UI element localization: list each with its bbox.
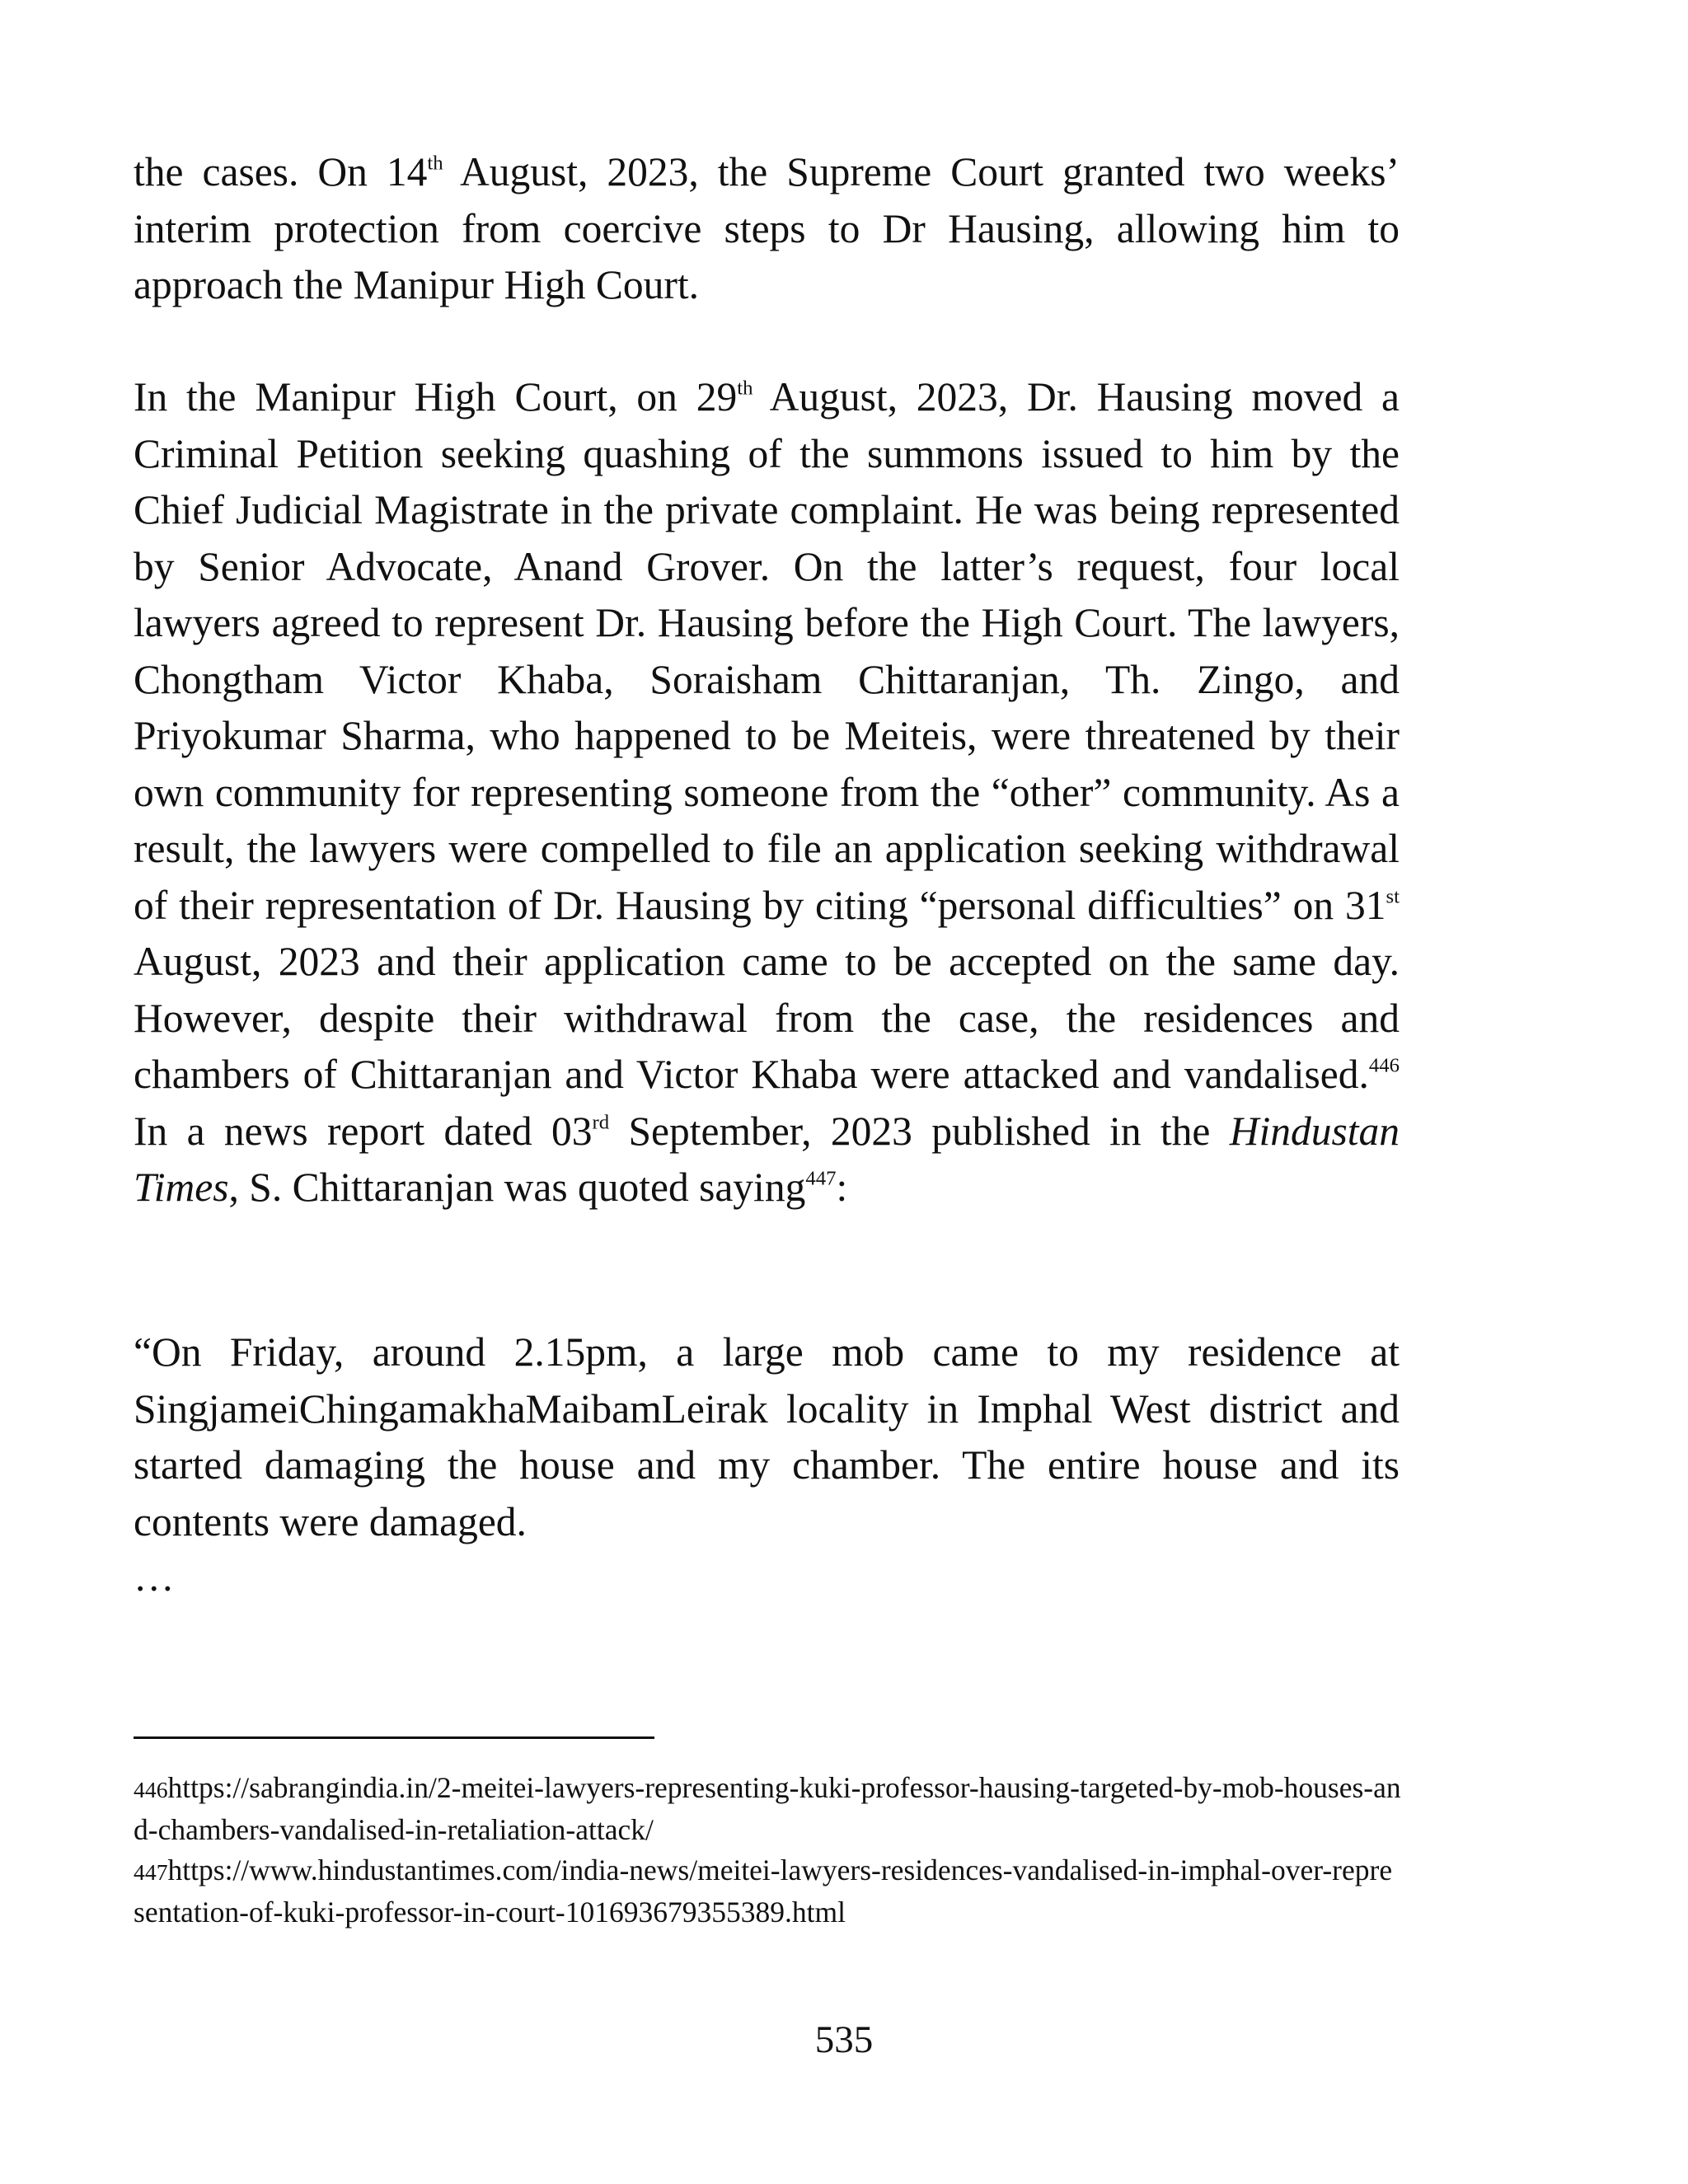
footnotes (134, 1768, 1403, 1933)
block-quote (134, 1324, 1400, 1550)
text-span: August, 2023, the Supreme Court granted two weeks’ interim protection from coercive steps to Dr Hausing, allowing him to approach the Manipur High Court. (134, 149, 1400, 307)
footnote-reference-447[interactable]: 447 (805, 1167, 837, 1190)
footnote-number: 447 (134, 1859, 168, 1885)
quote-text: “On Friday, around 2.15pm, a large mob came to my residence at SingjameiChingamakhaMaibamLeirak locality in Imphal West district and started damaging the house and my chamber. The entire house and its contents were damaged. (134, 1329, 1400, 1544)
publication-title: Hindustan Times (134, 1108, 1400, 1210)
page-number: 535 (814, 2018, 874, 2061)
footnote-reference-446[interactable]: 446 (1368, 1054, 1400, 1077)
text-span: In a news report dated 03 (134, 1108, 593, 1154)
ellipsis: … (134, 1554, 175, 1600)
text-span: the cases. On 14 (134, 149, 428, 194)
ordinal-suffix: st (1386, 885, 1400, 908)
footnote-link[interactable]: https://sabrangindia.in/2-meitei-lawyers-representing-kuki-professor-hausing-targeted-by-mob-houses-and-chambers-vandalised-in-retaliation-attack/ (134, 1771, 1401, 1846)
footnote-number: 446 (134, 1777, 168, 1802)
footnote-separator (134, 1736, 654, 1739)
paragraph-supreme-court (134, 144, 1400, 314)
text-span: , S. Chittaranjan was quoted saying (228, 1165, 806, 1210)
footnote-446 (134, 1768, 1403, 1850)
text-span: August, 2023, Dr. Hausing moved a Criminal Petition seeking quashing of the summons issued to him by the Chief Judicial Magistrate in the private complaint. He was being represented by Senior Advocate, Anand Grover. On the latter’s request, four local lawyers agreed to represent Dr. Hausing before the High Court. The lawyers, Chongtham Victor Khaba, Soraisham Chittaranjan, Th. Zingo, and Priyokumar Sharma, who happened to be Meiteis, were threatened by their own community for representing someone from the “other” community. As a result, the lawyers were compelled to file an application seeking withdrawal of their representation of Dr. Hausing by citing “personal difficulties” on 31 (134, 374, 1400, 928)
ordinal-suffix: th (427, 152, 443, 175)
text-span: : (836, 1165, 848, 1210)
text-span: In the Manipur High Court, on 29 (134, 374, 738, 419)
text-span: August, 2023 and their application came to be accepted on the same day. However, despite their withdrawal from the case, the residences and chambers of Chittaranjan and Victor Khaba were attacked and vandalised. (134, 939, 1400, 1097)
ordinal-suffix: th (737, 377, 753, 400)
footnote-link[interactable]: https://www.hindustantimes.com/india-news/meitei-lawyers-residences-vandalised-in-imphal-over-representation-of-kuki-professor-in-court-101693679355389.html (134, 1854, 1393, 1929)
text-span: September, 2023 published in the (609, 1108, 1230, 1154)
ordinal-suffix: rd (592, 1111, 610, 1134)
paragraph-high-court (134, 369, 1400, 1216)
footnote-447 (134, 1850, 1403, 1933)
